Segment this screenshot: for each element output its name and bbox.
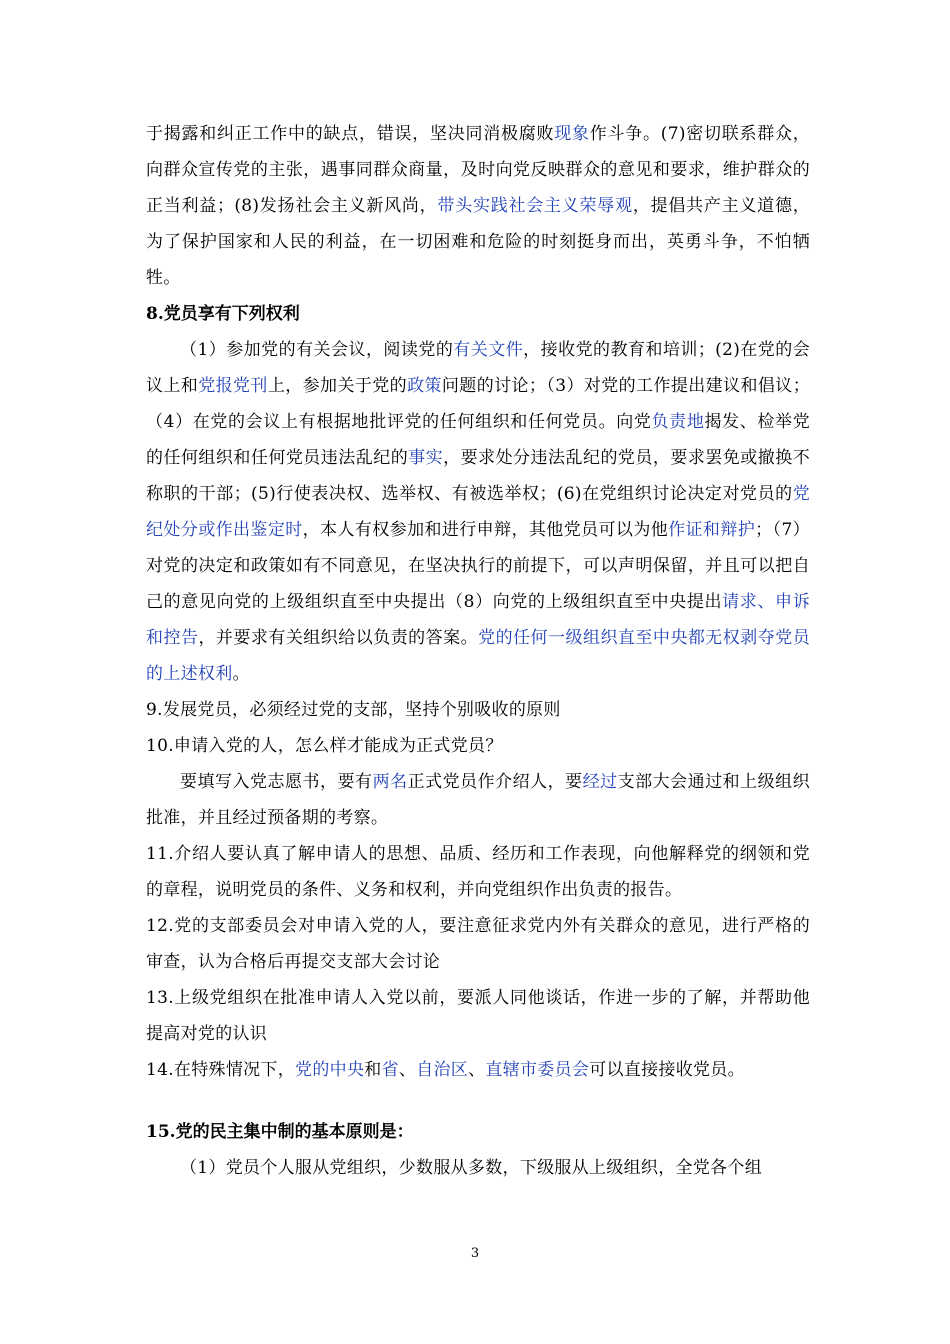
page-number: 3: [470, 1246, 480, 1261]
heading-rights: 8.党员享有下列权利: [146, 304, 300, 324]
text-run: 14.在特殊情况下，: [146, 1060, 296, 1080]
link-jingguo[interactable]: 经过: [582, 772, 618, 792]
text-run: 、: [398, 1060, 417, 1080]
link-dangji-chufen[interactable]: 党纪处分或作出鉴定时: [146, 484, 810, 540]
paragraph-item-10: 10.申请入党的人，怎么样才能成为正式党员？: [146, 736, 503, 756]
link-fuze-di[interactable]: 负责地: [651, 412, 705, 432]
link-xianxiang[interactable]: 现象: [554, 124, 590, 144]
text-run: 正式党员作介绍人，要: [407, 772, 583, 792]
text-run: ，接收党的教育和培训；(2)在党的会议上和: [146, 340, 810, 396]
text-run: ，提倡共产主义道德，为了保护国家和人民的利益，在一切困难和危险的时刻挺身而出，英勇斗争，不怕牺牲。: [146, 196, 811, 288]
paragraph-item-11: 11.介绍人要认真了解申请人的思想、品质、经历和工作表现，向他解释党的纲领和党的章程，说明党员的条件、义务和权利，并向党组织作出负责的报告。: [146, 844, 810, 900]
link-zizhiqu[interactable]: 自治区: [416, 1060, 469, 1080]
paragraph-duties-continued: [146, 116, 810, 296]
text-run: 支部大会通过和上级组织批准，并且经过预备期的考察。: [146, 772, 810, 828]
heading-democratic-centralism: 15.党的民主集中制的基本原则是：: [146, 1122, 414, 1142]
text-run: 、: [468, 1060, 486, 1080]
text-run: ，要求处分违法乱纪的党员，要求罢免或撤换不称职的干部；(5)行使表决权、选举权、有被选举权；(6)在党组织讨论决定对党员的: [146, 448, 810, 504]
link-shishi[interactable]: 事实: [408, 448, 444, 468]
paragraph-item-10-answer: [146, 764, 810, 836]
text-run: 。: [232, 664, 250, 684]
paragraph-rights: [146, 332, 810, 692]
link-wuquan-boduo[interactable]: 党的任何一级组织直至中央都无权剥夺党员的上述权利: [146, 628, 810, 684]
link-rongru-guan[interactable]: 带头实践社会主义荣辱观: [437, 196, 633, 216]
text-run: 上，参加关于党的: [267, 376, 408, 396]
text-run: 要填写入党志愿书，要有: [180, 772, 373, 792]
text-run: 揭发、检举党的任何组织和任何党员违法乱纪的: [146, 412, 810, 468]
paragraph-item-14: [146, 1052, 810, 1088]
paragraph-item-9: 9.发展党员，必须经过党的支部，坚持个别吸收的原则: [146, 700, 561, 720]
link-dang-de-zhongyang[interactable]: 党的中央: [295, 1060, 365, 1080]
paragraph-item-12: 12.党的支部委员会对申请入党的人，要注意征求党内外有关群众的意见，进行严格的审查，认为合格后再提交支部大会讨论: [146, 916, 810, 972]
link-zhengce[interactable]: 政策: [407, 376, 442, 396]
paragraph-item-15-1: （1）党员个人服从党组织，少数服从多数，下级服从上级组织，全党各个组: [180, 1158, 763, 1178]
page-content: [146, 116, 810, 1186]
text-run: ，本人有权参加和进行申辩，其他党员可以为他: [302, 520, 669, 540]
paragraph-gap: [146, 1088, 810, 1114]
text-run: ，并要求有关组织给以负责的答案。: [198, 628, 479, 648]
text-run: 于揭露和纠正工作中的缺点，错误，坚决同消极腐败: [146, 124, 555, 144]
link-liangming[interactable]: 两名: [372, 772, 408, 792]
text-run: 作斗争。(7)密切联系群众，向群众宣传党的主张，遇事同群众商量，及时向党反映群众的意见和要求，维护群众的正当利益；(8)发扬社会主义新风尚，: [146, 124, 811, 216]
paragraph-item-13: 13.上级党组织在批准申请人入党以前，要派人同他谈话，作进一步的了解，并帮助他提高对党的认识: [146, 988, 810, 1044]
link-zhixiashi-weiyuanhui[interactable]: 直辖市委员会: [485, 1060, 590, 1080]
text-run: 问题的讨论；（3）对党的工作提出建议和倡议；（4）在党的会议上有根据地批评党的任何组织和任何党员。向党: [146, 376, 810, 432]
link-sheng[interactable]: 省: [381, 1060, 399, 1080]
link-dangbao-dangkan[interactable]: 党报党刊: [198, 376, 268, 396]
text-run: （1）参加党的有关会议，阅读党的: [180, 340, 454, 360]
link-youguan-wenjian[interactable]: 有关文件: [453, 340, 524, 360]
text-run: 和: [364, 1060, 382, 1080]
link-qingqiu-shensu[interactable]: 请求、申诉和控告: [146, 592, 811, 648]
text-run: 可以直接接收党员。: [589, 1060, 745, 1080]
link-zuozheng-bianhu[interactable]: 作证和辩护: [668, 520, 756, 540]
text-run: ；（7）对党的决定和政策如有不同意见，在坚决执行的前提下，可以声明保留，并且可以把自己的意见向党的上级组织直至中央提出（8）向党的上级组织直至中央提出: [146, 520, 810, 612]
